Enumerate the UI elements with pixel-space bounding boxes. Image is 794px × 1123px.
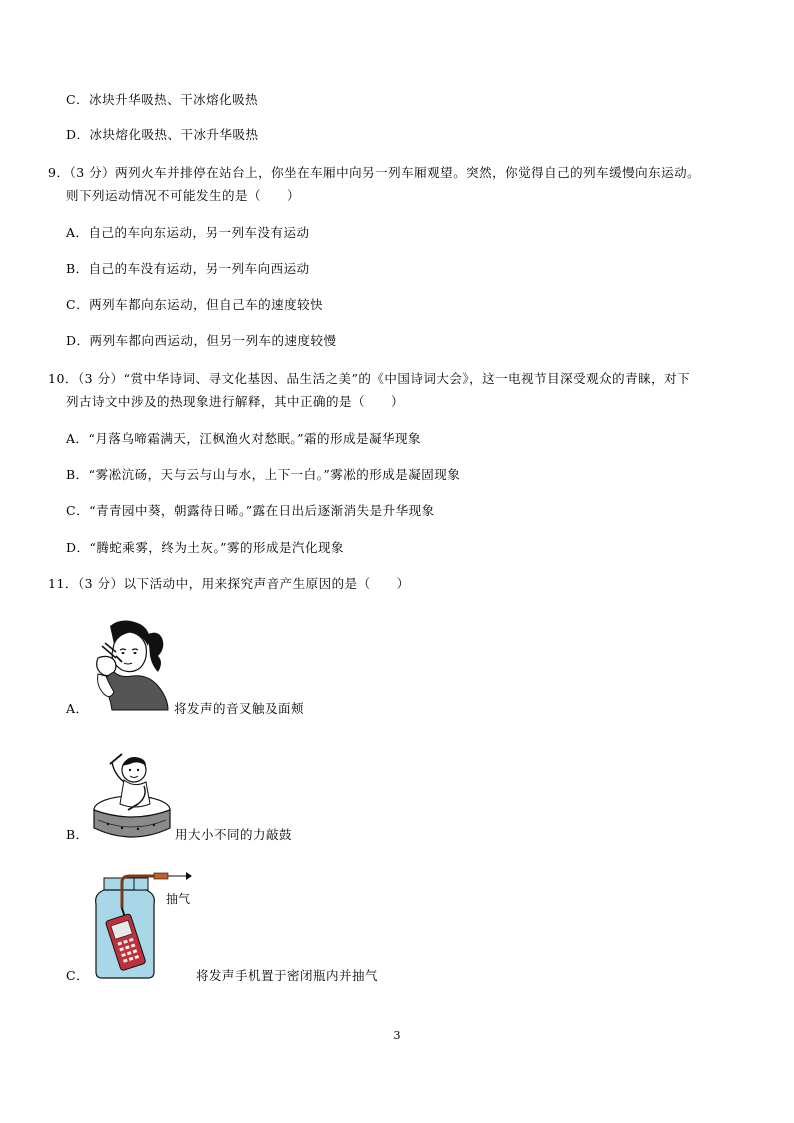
q10-option-c: C．“青青园中葵，朝露待日晞。”露在日出后逐渐消失是升华现象	[66, 503, 435, 518]
q11-option-c-letter: C．	[66, 968, 90, 983]
boy-drum-illustration	[88, 748, 174, 846]
q11-option-b-letter: B．	[66, 827, 89, 842]
q10-option-d: D．“腾蛇乘雾，终为土灰。”雾的形成是汽化现象	[66, 540, 345, 555]
pump-air-label: 抽气	[166, 892, 191, 906]
q9-option-b: B．自己的车没有运动，另一列车向西运动	[66, 261, 310, 276]
page-number: 3	[393, 1029, 401, 1042]
q10-stem-line1: 10．（3 分）“赏中华诗词、寻文化基因、品生活之美”的《中国诗词大会》，这一电视节目深受观众的青睐，对下	[48, 371, 691, 386]
q10-stem-line2: 列古诗文中涉及的热现象进行解释，其中正确的是（ ）	[66, 394, 405, 409]
q9-stem-line1: 9．（3 分）两列火车并排停在站台上，你坐在车厢中向另一列车厢观望。突然，你觉得自己的列车缓慢向东运动。	[48, 165, 701, 180]
q9-option-d: D．两列车都向西运动，但另一列车的速度较慢	[66, 333, 337, 348]
q8-option-d: D．冰块熔化吸热、干冰升华吸热	[66, 127, 259, 142]
q10-option-a: A．“月落乌啼霜满天，江枫渔火对愁眠。”霜的形成是凝华现象	[66, 431, 422, 446]
q9-stem-line2: 则下列运动情况不可能发生的是（ ）	[66, 188, 301, 203]
girl-tuning-fork-illustration	[92, 616, 172, 712]
q11-option-b-text: 用大小不同的力敲鼓	[175, 827, 293, 842]
q11-option-a-letter: A．	[66, 701, 89, 716]
phone-in-jar-illustration	[92, 868, 202, 980]
q11-option-a-text: 将发声的音叉触及面颊	[174, 701, 305, 716]
q9-option-c: C．两列车都向东运动，但自己车的速度较快	[66, 297, 324, 312]
q9-option-a: A．自己的车向东运动，另一列车没有运动	[66, 225, 310, 240]
q10-option-b: B．“雾凇沆砀，天与云与山与水，上下一白。”雾凇的形成是凝固现象	[66, 467, 461, 482]
q8-option-c: C．冰块升华吸热、干冰熔化吸热	[66, 92, 259, 107]
q11-stem: 11．（3 分）以下活动中，用来探究声音产生原因的是（ ）	[48, 576, 410, 591]
q11-option-c-text: 将发声手机置于密闭瓶内并抽气	[196, 968, 379, 983]
